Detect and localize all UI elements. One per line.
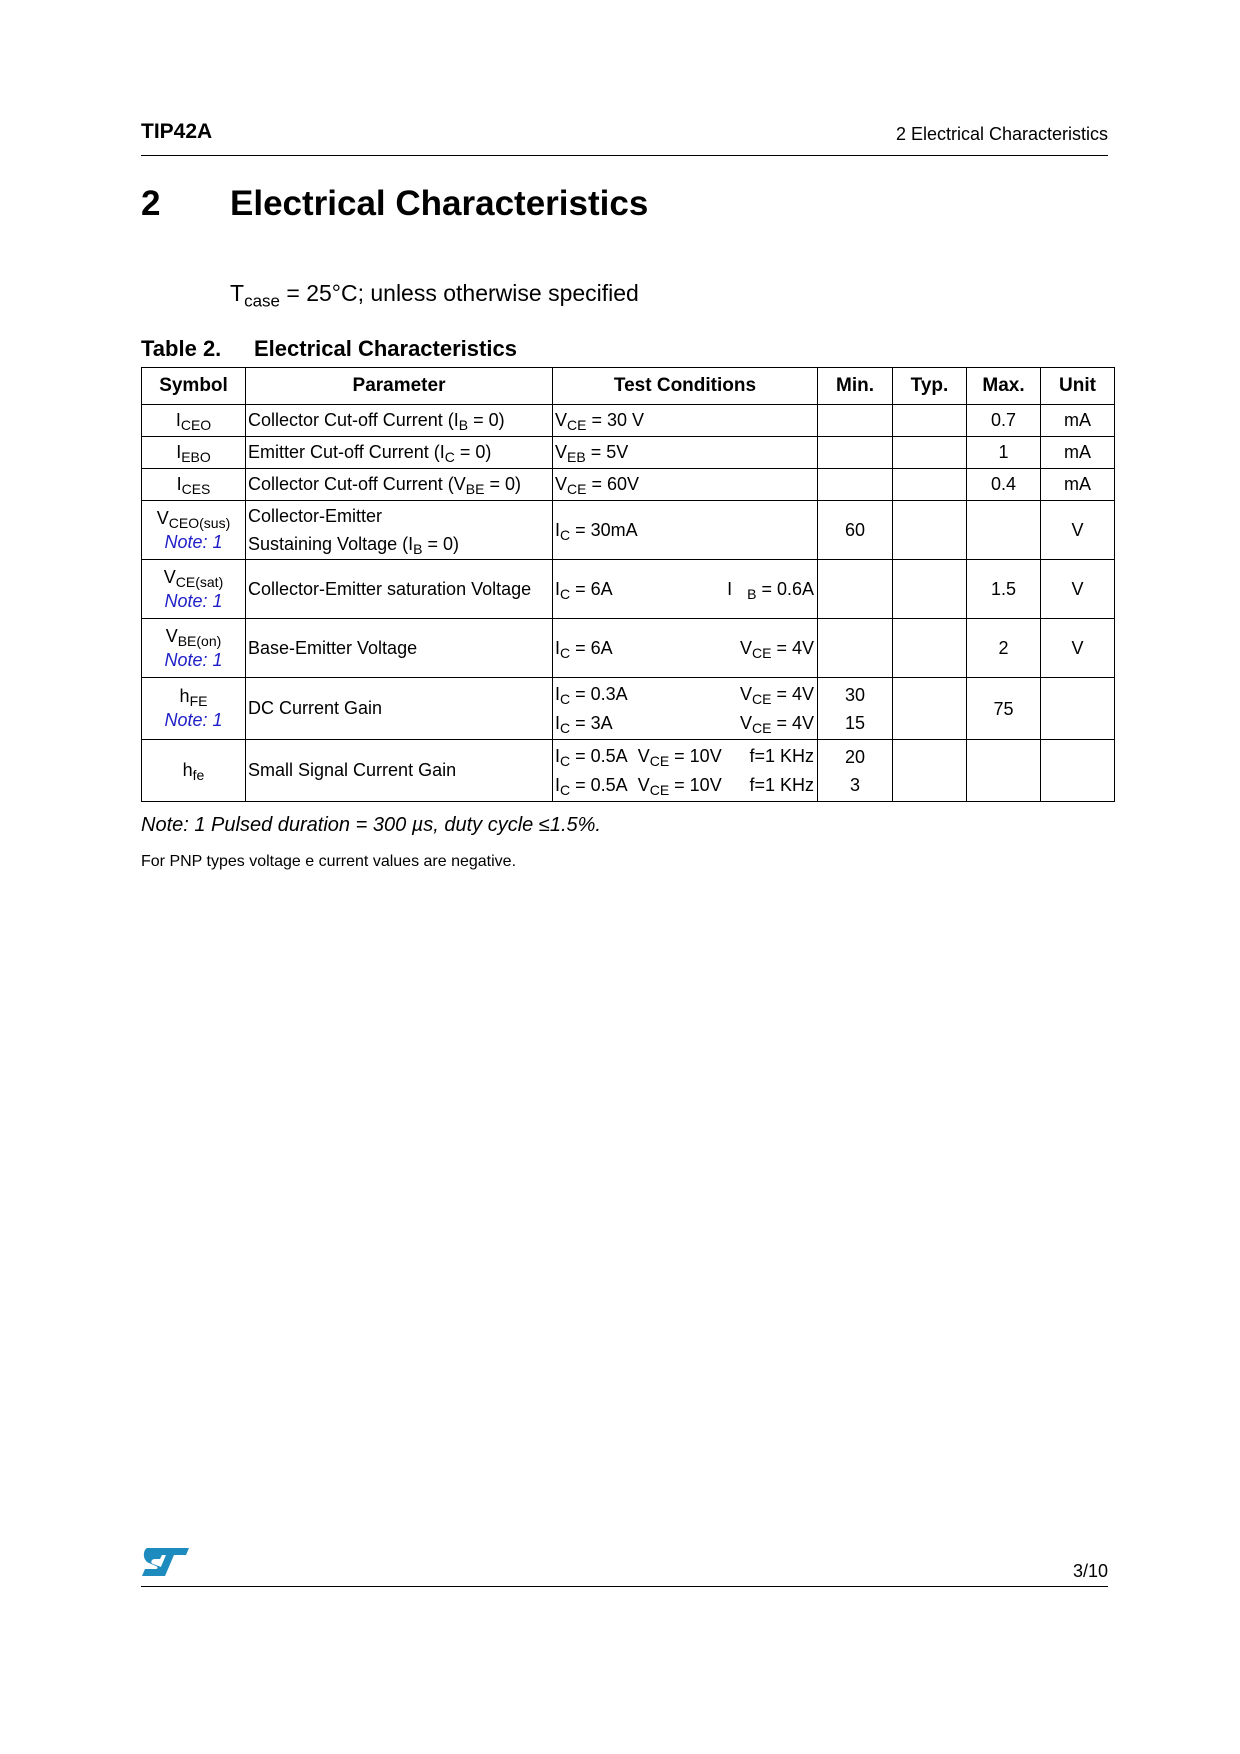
test-conditions-cell: $I_C = 0.3A$ $V_{CE} = 4V$ $I_C = 3A$ $V_{CE} = 4V$	[553, 678, 818, 740]
max-cell	[967, 740, 1041, 802]
column-header: Typ.	[893, 368, 967, 405]
typ-cell	[893, 437, 967, 469]
symbol-cell: $V_{BE(on)}$ Note: 1	[142, 619, 246, 678]
symbol-cell: $I_{CEO}$	[142, 405, 246, 437]
table-row	[142, 469, 1115, 501]
page-number: 3/10	[1072, 1561, 1108, 1581]
symbol-cell: $V_{CEO(sus)}$ Note: 1	[142, 501, 246, 560]
parameter-cell: Small Signal Current Gain	[246, 740, 553, 802]
parameter-cell: Collector-Emitter Sustaining Voltage $(I_B = 0)$	[246, 501, 553, 560]
symbol-cell: $I_{CES}$	[142, 469, 246, 501]
min-cell	[818, 405, 893, 437]
unit-cell: V	[1041, 619, 1115, 678]
parameter-cell: DC Current Gain	[246, 678, 553, 740]
unit-cell	[1041, 740, 1115, 802]
unit-cell: mA	[1041, 437, 1115, 469]
table-row	[142, 501, 1115, 560]
column-header: Test Conditions	[553, 368, 818, 405]
typ-cell	[893, 405, 967, 437]
unit-cell	[1041, 678, 1115, 740]
symbol-cell: $h_{FE}$ Note: 1	[142, 678, 246, 740]
pnp-note: For PNP types voltage e current values are negative.	[141, 853, 517, 870]
min-cell	[818, 469, 893, 501]
section-number: 2	[141, 184, 161, 223]
table-title: Electrical Characteristics	[254, 336, 517, 361]
test-conditions-cell: $I_C = 30mA$	[553, 501, 818, 560]
test-conditions-cell: $V_{CE} = 30$ V	[553, 405, 818, 437]
typ-cell	[893, 740, 967, 802]
part-number: TIP42A	[141, 120, 213, 143]
note-link[interactable]: Note: 1	[164, 710, 223, 730]
table-label: Table 2.	[141, 336, 222, 361]
unit-cell: mA	[1041, 469, 1115, 501]
footer-rule	[141, 1586, 1108, 1587]
table-row	[142, 560, 1115, 619]
test-conditions-cell: $I_C = 0.5A$ $V_{CE} = 10V$ f=1 KHz $I_C = 0.5A$ $V_{CE} = 10V$ f=1 KHz	[553, 740, 818, 802]
min-cell	[818, 437, 893, 469]
parameter-cell: Collector Cut-off Current $(V_{BE} = 0)$	[246, 469, 553, 501]
test-conditions-cell: $I_C = 6A$ I $_B$ = 0.6A	[553, 560, 818, 619]
table-footnote: Note: 1 Pulsed duration = 300 µs, duty cycle ≤1.5%.	[141, 814, 601, 836]
max-cell: 0.7	[967, 405, 1041, 437]
symbol-cell: $V_{CE(sat)}$ Note: 1	[142, 560, 246, 619]
typ-cell	[893, 678, 967, 740]
table-row	[142, 619, 1115, 678]
table-row	[142, 678, 1115, 740]
symbol-cell: $I_{EBO}$	[142, 437, 246, 469]
parameter-cell: Collector-Emitter saturation Voltage	[246, 560, 553, 619]
max-cell: 2	[967, 619, 1041, 678]
min-cell	[818, 619, 893, 678]
unit-cell: V	[1041, 560, 1115, 619]
table-row	[142, 437, 1115, 469]
unit-cell: V	[1041, 501, 1115, 560]
electrical-characteristics-table	[141, 367, 1115, 802]
note-link[interactable]: Note: 1	[164, 590, 223, 611]
table-row	[142, 740, 1115, 802]
test-conditions-statement: $T_{case} = 25^\circ C$; unless otherwise specified	[230, 280, 639, 311]
note-link[interactable]: Note: 1	[164, 531, 223, 552]
max-cell: 1	[967, 437, 1041, 469]
parameter-cell: Emitter Cut-off Current $(I_C = 0)$	[246, 437, 553, 469]
parameter-cell: Collector Cut-off Current $(I_B = 0)$	[246, 405, 553, 437]
st-logo-icon	[141, 1546, 191, 1578]
test-conditions-cell: $V_{EB} = 5V$	[553, 437, 818, 469]
unit-cell: mA	[1041, 405, 1115, 437]
table-header-row	[142, 368, 1115, 405]
parameter-cell: Base-Emitter Voltage	[246, 619, 553, 678]
typ-cell	[893, 501, 967, 560]
max-cell: 0.4	[967, 469, 1041, 501]
min-cell	[818, 560, 893, 619]
min-cell: 30 15	[818, 678, 893, 740]
running-header-section: 2 Electrical Characteristics	[895, 124, 1108, 144]
min-cell: 60	[818, 501, 893, 560]
typ-cell	[893, 619, 967, 678]
min-cell: 20 3	[818, 740, 893, 802]
max-cell: 75	[967, 678, 1041, 740]
header-rule	[141, 155, 1108, 156]
symbol-cell: $h_{fe}$	[142, 740, 246, 802]
typ-cell	[893, 469, 967, 501]
section-title: Electrical Characteristics	[230, 184, 649, 223]
table-row	[142, 405, 1115, 437]
note-link[interactable]: Note: 1	[164, 649, 223, 670]
max-cell	[967, 501, 1041, 560]
column-header: Symbol	[142, 368, 246, 405]
typ-cell	[893, 560, 967, 619]
column-header: Min.	[818, 368, 893, 405]
column-header: Unit	[1041, 368, 1115, 405]
column-header: Parameter	[246, 368, 553, 405]
test-conditions-cell: $I_C = 6A$ $V_{CE} = 4V$	[553, 619, 818, 678]
column-header: Max.	[967, 368, 1041, 405]
max-cell: 1.5	[967, 560, 1041, 619]
test-conditions-cell: $V_{CE} = 60V$	[553, 469, 818, 501]
